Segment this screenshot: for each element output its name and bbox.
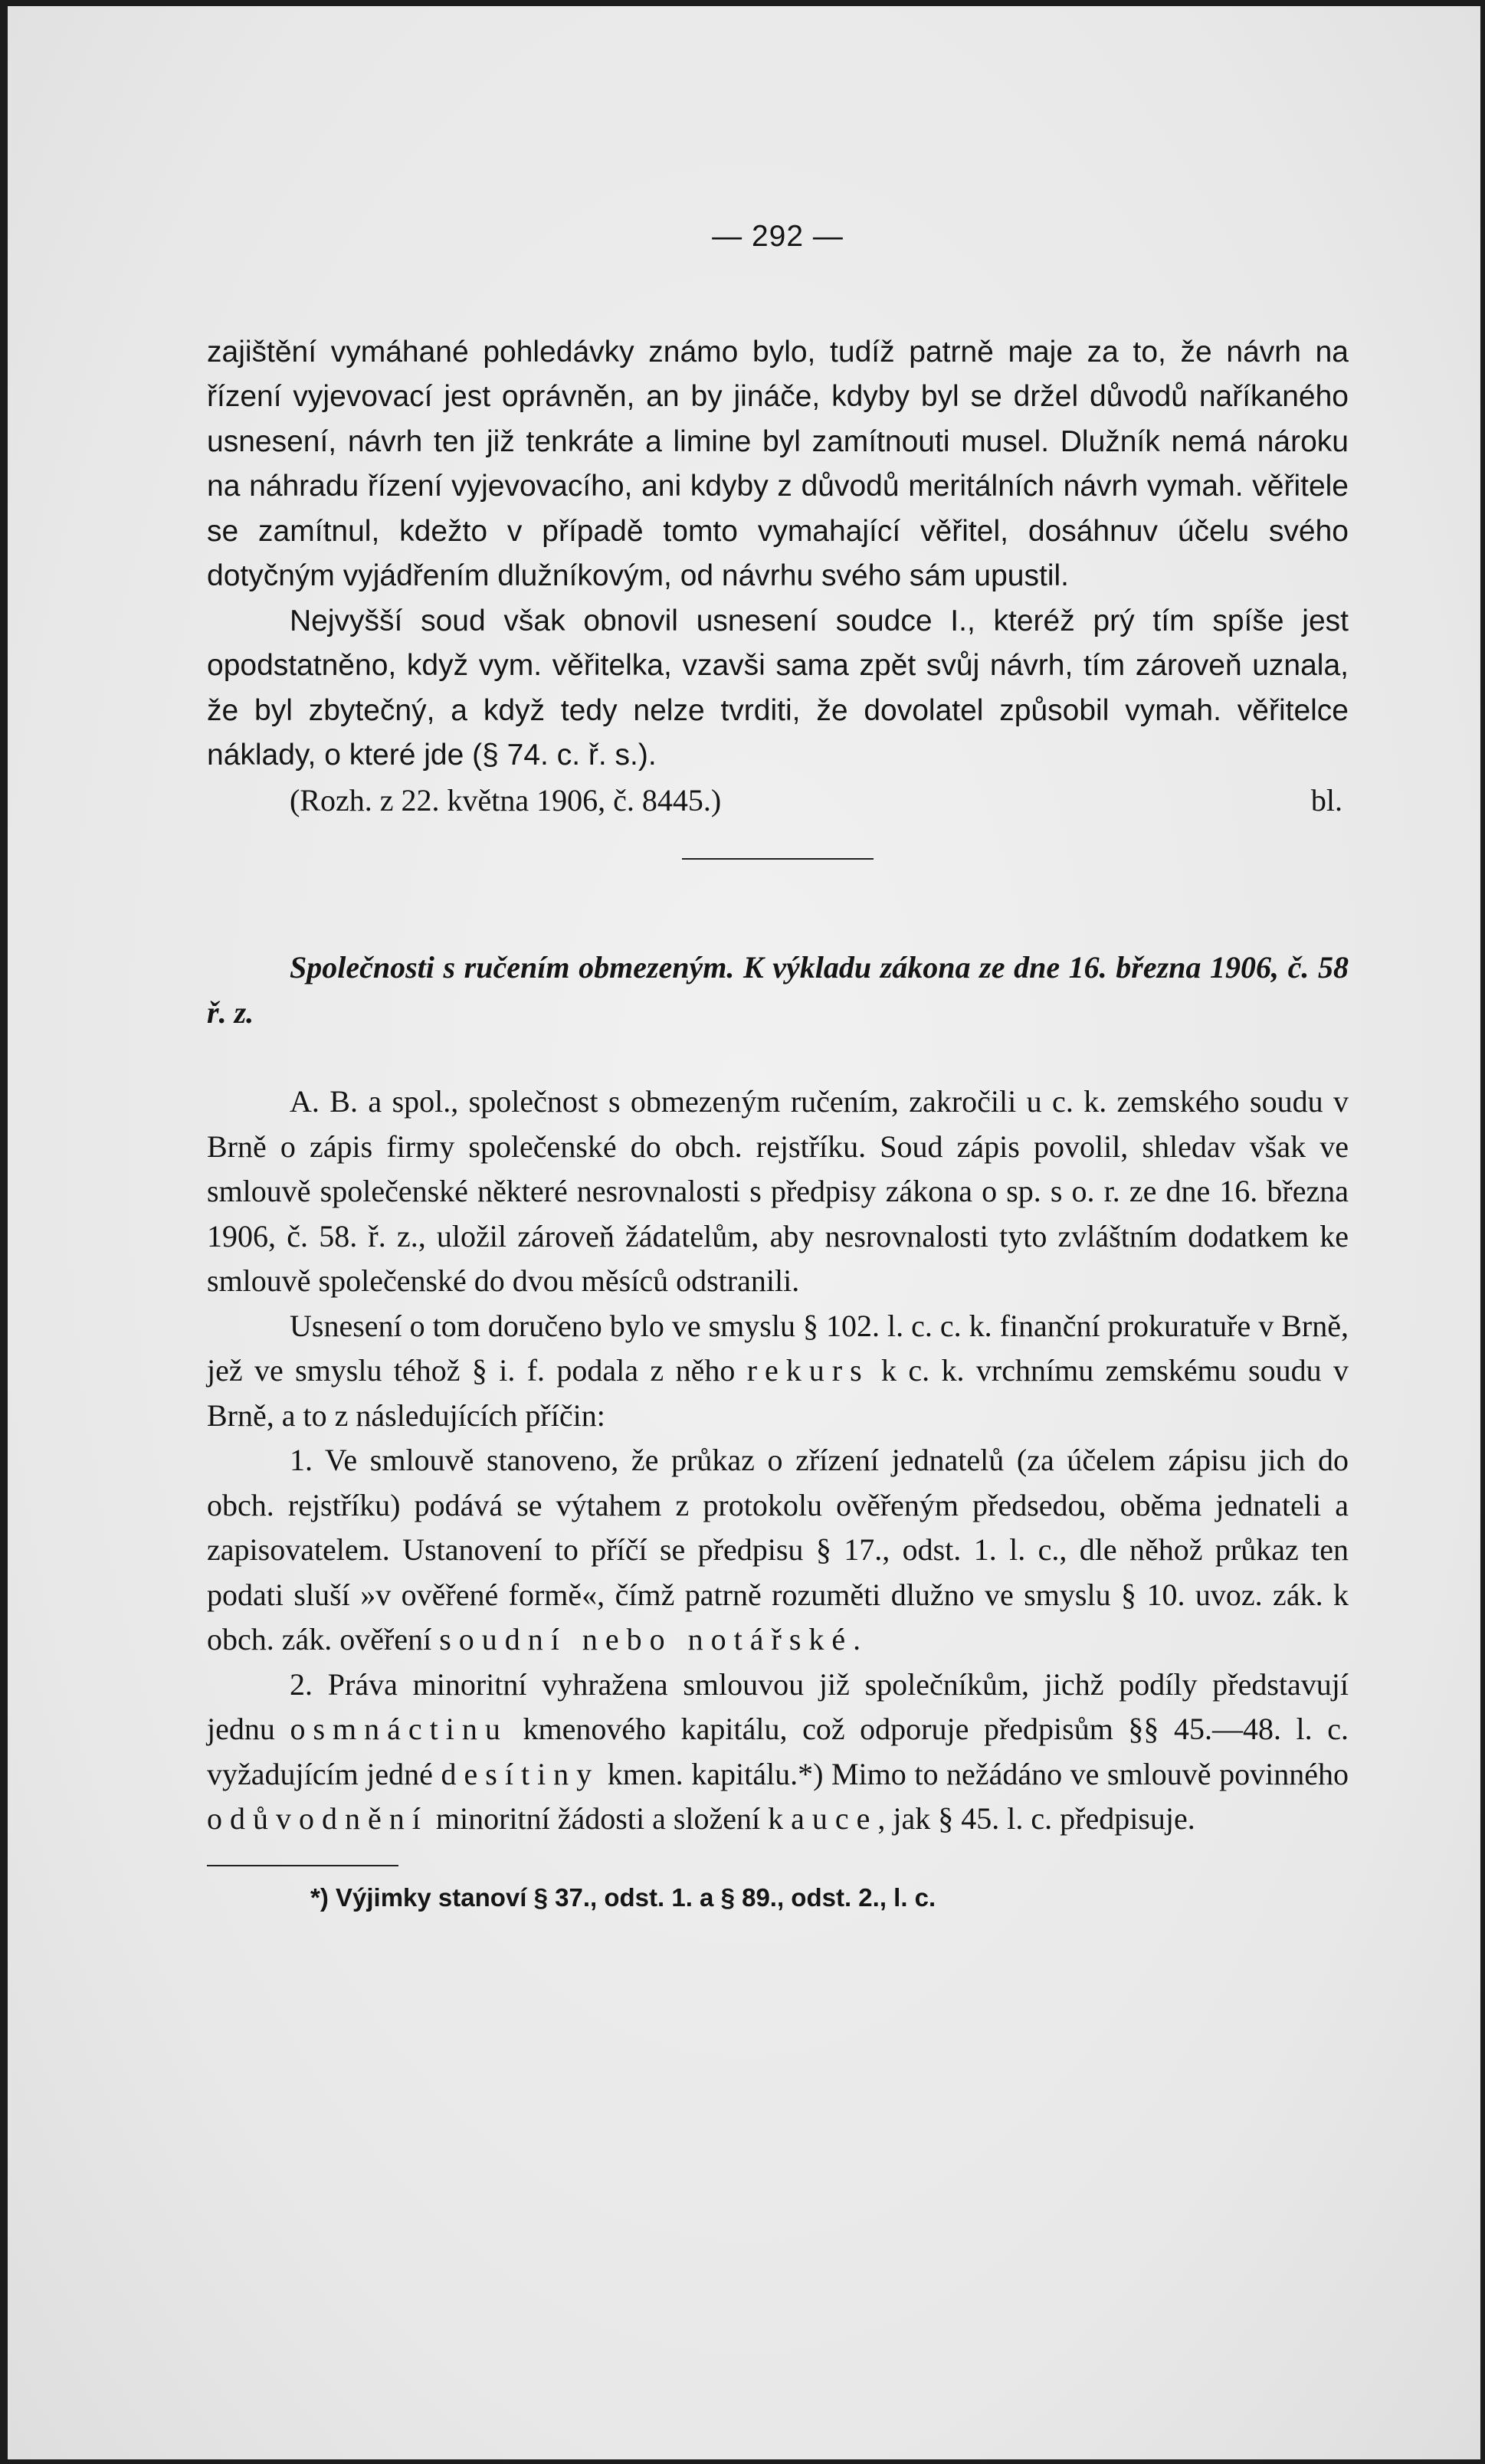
document-page: [207, 215, 1349, 1920]
point-1: [207, 1438, 1349, 1663]
continued-paragraph: zajištění vymáhané pohledávky známo bylo, tudíž patrně maje za to, že návrh na řízení vyjevovací jest oprávněn, an by jináče, kdyby byl se držel důvodů naříkaného usnesení, návrh ten již tenkráte a limine byl zamítnouti musel. Dlužník nemá nároku na náhradu řízení vyjevovacího, ani kdyby z důvodů meritálních návrh vymah. věřitele se zamítnul, kdežto v případě tomto vymahající věřitel, dosáhnuv účelu svého dotyčným vyjádřením dlužníkovým, od návrhu svého sám upustil.: [207, 335, 1349, 592]
point-2-text-e: , jak § 45. l. c. předpisuje.: [877, 1801, 1195, 1836]
recourse-text-b: k c. k. vrchnímu zemskému soudu v Brně, a to z následujících příčin:: [207, 1353, 1349, 1433]
point-2-emphasis-3: odůvodnění: [207, 1801, 428, 1836]
point-1-text: 1. Ve smlouvě stanoveno, že průkaz o zřízení jednatelů (za účelem zápisu jich do obch. rejstříku) podává se výtahem z protokolu ověřeným předsedou, oběma jednateli a zapisovatelem. Ustanovení to příčí se předpisu § 17., odst. 1. l. c., dle něhož průkaz ten podati sluší »v ověřené formě«, čímž patrně rozuměti dlužno ve smyslu § 10. uvoz. zák. k obch. zák. ověření: [207, 1443, 1349, 1656]
point-2: [207, 1663, 1349, 1842]
point-1-emphasis: soudní nebo notářské.: [439, 1622, 869, 1656]
footnote-divider: [207, 1865, 398, 1866]
recourse-emphasis: rekurs: [746, 1353, 870, 1388]
footnote-text: Výjimky stanoví § 37., odst. 1. a § 89., odst. 2., l. c.: [336, 1882, 936, 1912]
section-heading: Společnosti s ručením obmezeným. K výkladu zákona ze dne 16. března 1906, č. 58 ř. z.: [207, 950, 1349, 1030]
footnote-marker: *): [310, 1882, 329, 1912]
section-divider: [682, 858, 874, 860]
paragraph-recourse: [207, 1304, 1349, 1439]
paragraph-intro: A. B. a spol., společnost s obmezeným ručením, zakročili u c. k. zemského soudu v Brně o zápis firmy společenské do obch. rejstříku. Soud zápis povolil, shledav však ve smlouvě společenské některé nesrovnalosti s předpisy zákona o sp. s o. r. ze dne 16. března 1906, č. 58. ř. z., uložil zároveň žádatelům, aby nesrovnalosti tyto zvláštním dodatkem ke smlouvě společenské do dvou měsíců odstranili.: [207, 1084, 1349, 1298]
point-2-emphasis-2: desítiny: [441, 1756, 600, 1791]
citation-initials: bl.: [1310, 782, 1342, 818]
point-2-emphasis-4: kauce: [768, 1801, 878, 1836]
footnote: [207, 1876, 1349, 1921]
page-number: — 292 —: [712, 220, 844, 253]
citation-line: [207, 778, 1349, 824]
point-2-text-a: 2. Práva minoritní vyhražena smlouvou již společníkům, jichž podíly představují jednu: [207, 1666, 1349, 1746]
supreme-court-paragraph: Nejvyšší soud však obnovil usnesení soudce I., kteréž prý tím spíše jest opodstatněno, když vym. věřitelka, vzavši sama zpět svůj návrh, tím zároveň uznala, že byl zbytečný, a když tedy nelze tvrditi, že dovolatel způsobil vymah. věřitelce náklady, o které jde (§ 74. c. ř. s.).: [207, 604, 1349, 772]
citation: (Rozh. z 22. května 1906, č. 8445.): [290, 782, 722, 818]
recourse-text-a: Usnesení o tom doručeno bylo ve smyslu § 102. l. c. c. k. finanční prokuratuře v Brně, jež ve smyslu téhož § i. f. podala z něho: [207, 1308, 1349, 1388]
point-2-text-c: kmen. kapitálu.*) Mimo to nežádáno ve smlouvě povinného: [599, 1756, 1349, 1791]
point-2-text-d: minoritní žádosti a složení: [428, 1801, 769, 1836]
point-2-emphasis-1: osmnáctinu: [290, 1712, 508, 1746]
point-2-text-b: kmenového kapitálu, což odporuje předpisům §§ 45.—48. l. c. vyžadujícím jedné: [207, 1712, 1349, 1791]
spacer: [207, 1035, 1349, 1080]
